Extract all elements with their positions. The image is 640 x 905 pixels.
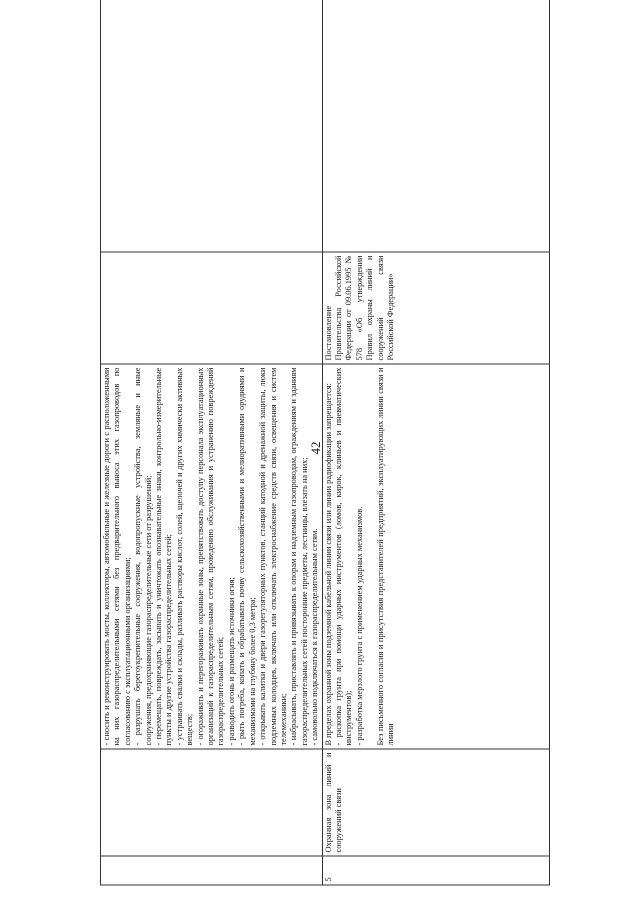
cell-zone-name [101, 749, 323, 856]
page-number: 42 [308, 441, 323, 455]
restriction-line: - перемещать, повреждать, засыпать и уничтожать опознавательные знаки, контрольно-измерительные пункты и другие устройства газораспределительных сетей; [154, 367, 174, 745]
cell-restrictions [101, 364, 323, 749]
restriction-line: - огораживать и перегораживать охранные зоны, препятствовать доступу персонала эксплуатационных организаций к газораспределительным сетям, проведению обслуживания и устранению повреждений газораспределительных сетей; [195, 367, 226, 745]
restriction-line: - самовольно подключаться к газораспределительным сетям. [310, 528, 320, 745]
cell-number [101, 856, 323, 885]
rotated-page-content [100, 20, 540, 885]
restriction-line: - рыть погреба, копать и обрабатывать почву сельскохозяйственными и мелиоративными орудиями и механизмами на глубину более 0,3 метра; [237, 367, 257, 745]
restriction-line: - разводить огонь и размещать источники огня; [226, 576, 236, 745]
cell-zone-name: Охранная зона линий и сооружений связи [322, 749, 549, 856]
restriction-line: Без письменного согласия и присутствия представителей предприятий, эксплуатирующих линии связи и линии [375, 367, 395, 745]
table-row-continuation [101, 0, 323, 885]
cell-restrictions [322, 364, 549, 749]
table-row-5 [322, 0, 549, 885]
restriction-line: - разработка мерзлого грунта с применением ударных механизмов. [354, 506, 364, 745]
restriction-line: В пределах охранной зоны подземной кабельной линии связи или линии радиофикации запрещается: [323, 382, 333, 745]
restriction-line [365, 367, 375, 745]
restriction-line: - раскопка грунта при помощи ударных инструментов (ломов, кирок, клиньев и пневматических инструментов); [333, 367, 354, 745]
restriction-line: - разрушать берегоукрепительные сооружения, водопропускные устройства, земляные и иные сооружения, предохраняющие газораспределительные сети от разрушений; [133, 367, 153, 745]
restriction-line: - сносить и реконструировать мосты, коллекторы, автомобильные и железные дороги с расположенными на них газораспределительными сетями без предварительного выноса этих газопроводов по согласованию с эксплуатационными организациями; [102, 367, 132, 745]
restriction-line: - открывать калитки и двери газорегуляторных пунктов, станций катодной и дренажной защиты, люки подземных колодцев, включать или отключать электроснабжение средств связи, освещения и систем телемеханики; [258, 367, 288, 745]
cell-number: 5 [322, 856, 549, 885]
restriction-line: - устраивать свалки и склады, разливать растворы кислот, солей, щелочей и других химически активных веществ; [174, 367, 195, 745]
restriction-line: - набрасывать, приставлять и привязывать к опорам и надземным газопроводам, ограждениям и зданиям газораспределительных сетей посторонние предметы, лестницы, влезать на них; [289, 367, 309, 745]
cell-legal-basis: Постановление Правительства Российской Федерации от 09.06.1995 № 578 «Об утверждении Правил охраны линий и сооружений связи Российской Федерации» [322, 252, 549, 364]
cell-legal-basis [101, 252, 323, 364]
cell-extra [322, 0, 549, 252]
restrictions-table [100, 0, 550, 885]
cell-extra [101, 0, 323, 252]
